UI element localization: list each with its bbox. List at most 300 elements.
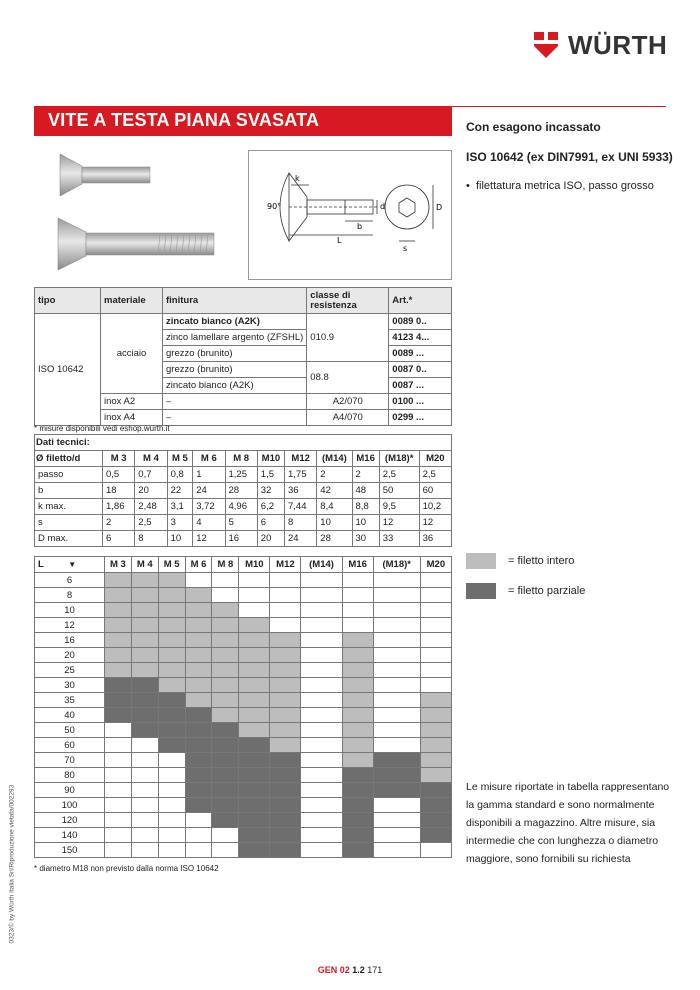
full-thread-cell xyxy=(105,573,132,588)
length-row xyxy=(35,573,452,588)
empty-cell xyxy=(301,603,342,618)
empty-cell xyxy=(420,843,451,858)
full-thread-cell xyxy=(420,723,451,738)
full-thread-cell xyxy=(420,768,451,783)
partial-thread-cell xyxy=(212,723,239,738)
tech-value-cell: 8 xyxy=(285,515,317,531)
full-thread-cell xyxy=(105,663,132,678)
length-row xyxy=(35,738,452,753)
partial-thread-cell xyxy=(185,753,212,768)
length-value: 140 xyxy=(35,828,105,843)
full-thread-cell xyxy=(420,753,451,768)
full-thread-cell xyxy=(342,693,373,708)
products-header-row xyxy=(35,288,452,314)
empty-cell xyxy=(301,828,342,843)
classe-cell: 010.9 xyxy=(307,314,389,362)
tech-value-cell: 0,7 xyxy=(135,467,167,483)
tipo-cell: ISO 10642 xyxy=(35,314,101,426)
length-value: 120 xyxy=(35,813,105,828)
tech-row xyxy=(35,499,452,515)
empty-cell xyxy=(212,573,239,588)
art-cell: 0087 ... xyxy=(389,378,452,394)
tech-value-cell: 20 xyxy=(135,483,167,499)
full-thread-cell xyxy=(342,633,373,648)
full-thread-cell xyxy=(131,588,158,603)
full-thread-cell xyxy=(105,633,132,648)
length-value: 90 xyxy=(35,783,105,798)
length-size-header: M 8 xyxy=(212,557,239,573)
title-bar xyxy=(34,106,452,136)
feature-bullet-text: filettatura metrica ISO, passo grosso xyxy=(475,180,654,192)
tech-value-cell: 1,75 xyxy=(285,467,317,483)
partial-thread-cell xyxy=(239,753,270,768)
empty-cell xyxy=(420,663,451,678)
full-thread-cell xyxy=(212,693,239,708)
full-thread-cell xyxy=(212,663,239,678)
tech-value-cell: 6,2 xyxy=(257,499,284,515)
tech-size-header: M20 xyxy=(419,451,451,467)
partial-thread-cell xyxy=(239,813,270,828)
full-thread-cell xyxy=(270,633,301,648)
art-cell: 4123 4... xyxy=(389,330,452,346)
empty-cell xyxy=(342,603,373,618)
empty-cell xyxy=(301,738,342,753)
partial-thread-cell xyxy=(212,813,239,828)
full-thread-cell xyxy=(239,693,270,708)
full-thread-cell xyxy=(105,603,132,618)
empty-cell xyxy=(373,708,420,723)
partial-thread-cell xyxy=(131,678,158,693)
empty-cell xyxy=(373,573,420,588)
full-thread-cell xyxy=(212,678,239,693)
length-row xyxy=(35,783,452,798)
tech-value-cell: 30 xyxy=(352,531,379,547)
full-thread-cell xyxy=(239,723,270,738)
length-size-header: M 3 xyxy=(105,557,132,573)
empty-cell xyxy=(212,843,239,858)
empty-cell xyxy=(131,798,158,813)
tech-size-header: (M18)* xyxy=(379,451,419,467)
empty-cell xyxy=(105,738,132,753)
partial-thread-cell xyxy=(270,783,301,798)
tech-value-cell: 10,2 xyxy=(419,499,451,515)
screw-small xyxy=(60,154,150,196)
empty-cell xyxy=(158,798,185,813)
tech-value-cell: 36 xyxy=(419,531,451,547)
empty-cell xyxy=(105,813,132,828)
empty-cell xyxy=(420,648,451,663)
full-thread-cell xyxy=(185,693,212,708)
partial-thread-cell xyxy=(212,783,239,798)
art-cell: 0089 0.. xyxy=(389,314,452,330)
length-row xyxy=(35,708,452,723)
tech-size-header: M 6 xyxy=(193,451,225,467)
empty-cell xyxy=(373,663,420,678)
partial-thread-cell xyxy=(420,783,451,798)
empty-cell xyxy=(301,693,342,708)
label-s: s xyxy=(403,244,408,253)
tech-row xyxy=(35,531,452,547)
full-thread-cell xyxy=(270,648,301,663)
length-size-header: M20 xyxy=(420,557,451,573)
partial-thread-cell xyxy=(239,738,270,753)
empty-cell xyxy=(301,723,342,738)
finitura-cell: grezzo (brunito) xyxy=(163,362,307,378)
art-cell: 0299 ... xyxy=(389,410,452,426)
empty-cell xyxy=(301,573,342,588)
full-thread-cell xyxy=(185,618,212,633)
full-thread-cell xyxy=(342,663,373,678)
tech-size-header: M10 xyxy=(257,451,284,467)
partial-thread-cell xyxy=(342,783,373,798)
footnote-eshop: * misure disponibili vedi eshop.wurth.it xyxy=(34,424,170,433)
empty-cell xyxy=(270,573,301,588)
partial-thread-cell xyxy=(131,708,158,723)
partial-thread-cell xyxy=(239,783,270,798)
partial-thread-cell xyxy=(185,768,212,783)
tech-row xyxy=(35,467,452,483)
label-b: b xyxy=(357,222,363,231)
full-thread-cell xyxy=(342,738,373,753)
drawing-svg xyxy=(249,151,451,279)
tech-value-cell: 2,48 xyxy=(135,499,167,515)
empty-cell xyxy=(212,588,239,603)
tech-value-cell: 1,5 xyxy=(257,467,284,483)
length-value: 35 xyxy=(35,693,105,708)
full-thread-cell xyxy=(131,603,158,618)
partial-thread-cell xyxy=(212,768,239,783)
empty-cell xyxy=(158,828,185,843)
empty-cell xyxy=(301,648,342,663)
empty-cell xyxy=(105,843,132,858)
partial-thread-cell xyxy=(342,828,373,843)
length-value: 12 xyxy=(35,618,105,633)
length-size-header: M 5 xyxy=(158,557,185,573)
full-thread-cell xyxy=(131,663,158,678)
empty-cell xyxy=(301,798,342,813)
full-thread-cell xyxy=(131,618,158,633)
length-size-header: M16 xyxy=(342,557,373,573)
tech-value-cell: 3 xyxy=(167,515,193,531)
tech-size-header: M16 xyxy=(352,451,379,467)
full-thread-cell xyxy=(158,588,185,603)
partial-thread-cell xyxy=(420,813,451,828)
tech-size-header: M12 xyxy=(285,451,317,467)
partial-thread-cell xyxy=(185,783,212,798)
tech-row-label: k max. xyxy=(35,499,103,515)
full-thread-cell xyxy=(239,618,270,633)
partial-thread-cell xyxy=(420,828,451,843)
empty-cell xyxy=(239,588,270,603)
empty-cell xyxy=(105,723,132,738)
empty-cell xyxy=(301,708,342,723)
length-row xyxy=(35,678,452,693)
length-row xyxy=(35,633,452,648)
legend-parziale: = filetto parziale xyxy=(508,585,586,597)
label-k: k xyxy=(295,174,300,183)
classe-cell: A2/070 xyxy=(307,394,389,410)
length-availability-table xyxy=(34,556,452,858)
finitura-cell: zincato bianco (A2K) xyxy=(163,378,307,394)
length-value: 8 xyxy=(35,588,105,603)
length-body xyxy=(35,573,452,858)
length-value: 70 xyxy=(35,753,105,768)
empty-cell xyxy=(131,828,158,843)
tech-value-cell: 0,5 xyxy=(103,467,135,483)
page-number: 171 xyxy=(367,965,383,975)
length-row xyxy=(35,723,452,738)
page-footer xyxy=(0,965,700,975)
length-value: 25 xyxy=(35,663,105,678)
partial-thread-cell xyxy=(158,693,185,708)
partial-thread-cell xyxy=(239,843,270,858)
empty-cell xyxy=(373,648,420,663)
partial-thread-cell xyxy=(270,828,301,843)
empty-cell xyxy=(342,588,373,603)
empty-cell xyxy=(158,783,185,798)
full-thread-cell xyxy=(212,708,239,723)
tech-value-cell: 32 xyxy=(257,483,284,499)
length-value: 10 xyxy=(35,603,105,618)
full-thread-cell xyxy=(185,633,212,648)
tech-value-cell: 2,5 xyxy=(135,515,167,531)
partial-thread-cell xyxy=(342,813,373,828)
empty-cell xyxy=(301,813,342,828)
empty-cell xyxy=(342,618,373,633)
partial-thread-cell xyxy=(185,738,212,753)
full-thread-cell xyxy=(105,648,132,663)
empty-cell xyxy=(301,768,342,783)
tech-value-cell: 16 xyxy=(225,531,257,547)
empty-cell xyxy=(105,798,132,813)
label-L: L xyxy=(337,236,342,245)
empty-cell xyxy=(420,603,451,618)
materiale-acciaio: acciaio xyxy=(101,314,163,394)
partial-thread-cell xyxy=(270,843,301,858)
full-thread-cell xyxy=(158,603,185,618)
empty-cell xyxy=(158,768,185,783)
partial-thread-cell xyxy=(185,723,212,738)
partial-thread-cell xyxy=(373,783,420,798)
tech-value-cell: 2,5 xyxy=(419,467,451,483)
full-thread-cell xyxy=(158,618,185,633)
partial-thread-cell xyxy=(185,708,212,723)
empty-cell xyxy=(373,588,420,603)
empty-cell xyxy=(239,573,270,588)
screw-large xyxy=(58,218,214,270)
full-thread-cell xyxy=(270,693,301,708)
classe-cell: 08.8 xyxy=(307,362,389,394)
partial-thread-cell xyxy=(342,843,373,858)
full-thread-cell xyxy=(105,588,132,603)
tech-value-cell: 8,8 xyxy=(352,499,379,515)
empty-cell xyxy=(301,753,342,768)
tech-value-cell: 36 xyxy=(285,483,317,499)
length-row xyxy=(35,588,452,603)
tech-value-cell: 6 xyxy=(257,515,284,531)
length-size-header: M 6 xyxy=(185,557,212,573)
full-thread-cell xyxy=(212,633,239,648)
full-thread-cell xyxy=(158,648,185,663)
tech-value-cell: 2 xyxy=(317,467,352,483)
tech-header-row xyxy=(35,451,452,467)
full-thread-cell xyxy=(420,693,451,708)
standard-reference: ISO 10642 (ex DIN7991, ex UNI 5933) xyxy=(466,150,673,164)
title-rule xyxy=(452,106,666,107)
full-thread-cell xyxy=(105,618,132,633)
partial-thread-cell xyxy=(212,753,239,768)
arrow-down-icon: ▼ xyxy=(68,560,77,569)
length-row xyxy=(35,648,452,663)
empty-cell xyxy=(301,678,342,693)
classe-cell: A4/070 xyxy=(307,410,389,426)
length-row xyxy=(35,693,452,708)
length-value: 40 xyxy=(35,708,105,723)
empty-cell xyxy=(270,603,301,618)
tech-value-cell: 12 xyxy=(419,515,451,531)
length-value: 80 xyxy=(35,768,105,783)
wurth-logo-icon xyxy=(532,30,560,60)
length-row xyxy=(35,618,452,633)
empty-cell xyxy=(239,603,270,618)
empty-cell xyxy=(420,678,451,693)
materiale-cell: inox A2 xyxy=(101,394,163,410)
empty-cell xyxy=(373,813,420,828)
length-value: 16 xyxy=(35,633,105,648)
tech-size-header: M 4 xyxy=(135,451,167,467)
tech-title: Dati tecnici: xyxy=(35,435,452,451)
empty-cell xyxy=(373,723,420,738)
empty-cell xyxy=(420,573,451,588)
full-thread-cell xyxy=(158,663,185,678)
empty-cell xyxy=(158,753,185,768)
partial-thread-cell xyxy=(420,798,451,813)
length-header-row xyxy=(35,557,452,573)
tech-value-cell: 24 xyxy=(193,483,225,499)
length-row xyxy=(35,663,452,678)
full-thread-cell xyxy=(185,603,212,618)
partial-thread-cell xyxy=(270,768,301,783)
art-cell: 0087 0.. xyxy=(389,362,452,378)
full-thread-cell xyxy=(212,618,239,633)
length-row xyxy=(35,798,452,813)
tech-row xyxy=(35,483,452,499)
tech-value-cell: 28 xyxy=(225,483,257,499)
length-size-header: M12 xyxy=(270,557,301,573)
tech-value-cell: 4 xyxy=(193,515,225,531)
partial-thread-cell xyxy=(131,723,158,738)
full-thread-cell xyxy=(158,678,185,693)
header-art: Art.* xyxy=(389,288,452,314)
empty-cell xyxy=(342,573,373,588)
tech-value-cell: 48 xyxy=(352,483,379,499)
partial-thread-cell xyxy=(342,768,373,783)
header-tipo: tipo xyxy=(35,288,101,314)
empty-cell xyxy=(373,798,420,813)
full-thread-cell xyxy=(270,723,301,738)
empty-cell xyxy=(158,813,185,828)
tech-value-cell: 1,86 xyxy=(103,499,135,515)
empty-cell xyxy=(105,828,132,843)
tech-value-cell: 22 xyxy=(167,483,193,499)
tech-value-cell: 4,96 xyxy=(225,499,257,515)
full-thread-cell xyxy=(342,753,373,768)
label-d: d xyxy=(380,202,386,211)
empty-cell xyxy=(301,618,342,633)
empty-cell xyxy=(373,738,420,753)
page-title: VITE A TESTA PIANA SVASATA xyxy=(48,110,320,130)
length-row xyxy=(35,843,452,858)
full-thread-cell xyxy=(212,648,239,663)
subtitle: Con esagono incassato xyxy=(466,120,601,134)
full-thread-cell xyxy=(420,708,451,723)
length-row xyxy=(35,813,452,828)
full-thread-cell xyxy=(342,648,373,663)
empty-cell xyxy=(373,603,420,618)
full-thread-cell xyxy=(270,708,301,723)
technical-data-table xyxy=(34,434,452,547)
tech-value-cell: 12 xyxy=(193,531,225,547)
partial-thread-cell xyxy=(373,768,420,783)
full-thread-cell xyxy=(342,723,373,738)
tech-value-cell: 3,72 xyxy=(193,499,225,515)
full-thread-cell xyxy=(185,663,212,678)
full-thread-cell xyxy=(131,573,158,588)
technical-drawing xyxy=(248,150,452,280)
tech-row-label: b xyxy=(35,483,103,499)
full-thread-cell xyxy=(239,708,270,723)
partial-thread-cell xyxy=(239,828,270,843)
full-thread-cell xyxy=(131,633,158,648)
length-row xyxy=(35,753,452,768)
empty-cell xyxy=(420,588,451,603)
partial-thread-cell xyxy=(212,738,239,753)
empty-cell xyxy=(270,618,301,633)
range-note: Le misure riportate in tabella rappresentano la gamma standard e sono normalmente disponibili a magazzino. Altre misure, sia intermedie che con lunghezza o diametro maggiore, sono fornibili su richiesta xyxy=(466,781,670,865)
empty-cell xyxy=(420,618,451,633)
full-thread-cell xyxy=(239,663,270,678)
tech-value-cell: 10 xyxy=(352,515,379,531)
tech-value-cell: 42 xyxy=(317,483,352,499)
finitura-cell: zincato bianco (A2K) xyxy=(163,314,307,330)
tech-size-header: M 5 xyxy=(167,451,193,467)
full-thread-cell xyxy=(239,648,270,663)
header-classe: classe di resistenza xyxy=(307,288,389,314)
partial-thread-cell xyxy=(105,708,132,723)
products-table xyxy=(34,287,452,426)
length-size-header: M10 xyxy=(239,557,270,573)
section-code: GEN 02 xyxy=(317,965,350,975)
tech-value-cell: 1,25 xyxy=(225,467,257,483)
tech-title-row xyxy=(35,435,452,451)
length-value: 100 xyxy=(35,798,105,813)
length-row xyxy=(35,603,452,618)
finitura-cell: – xyxy=(163,410,307,426)
full-thread-cell xyxy=(158,573,185,588)
partial-thread-cell xyxy=(342,798,373,813)
empty-cell xyxy=(373,693,420,708)
tech-value-cell: 8,4 xyxy=(317,499,352,515)
empty-cell xyxy=(301,663,342,678)
tech-row-label: s xyxy=(35,515,103,531)
copyright-text: 0323/© by Würth Italia Srl/Riproduzione vietata/002293 xyxy=(8,784,16,944)
partial-thread-cell xyxy=(158,723,185,738)
products-row xyxy=(35,314,452,330)
empty-cell xyxy=(373,678,420,693)
partial-thread-cell xyxy=(270,813,301,828)
tech-row-label: passo xyxy=(35,467,103,483)
full-thread-cell xyxy=(212,603,239,618)
